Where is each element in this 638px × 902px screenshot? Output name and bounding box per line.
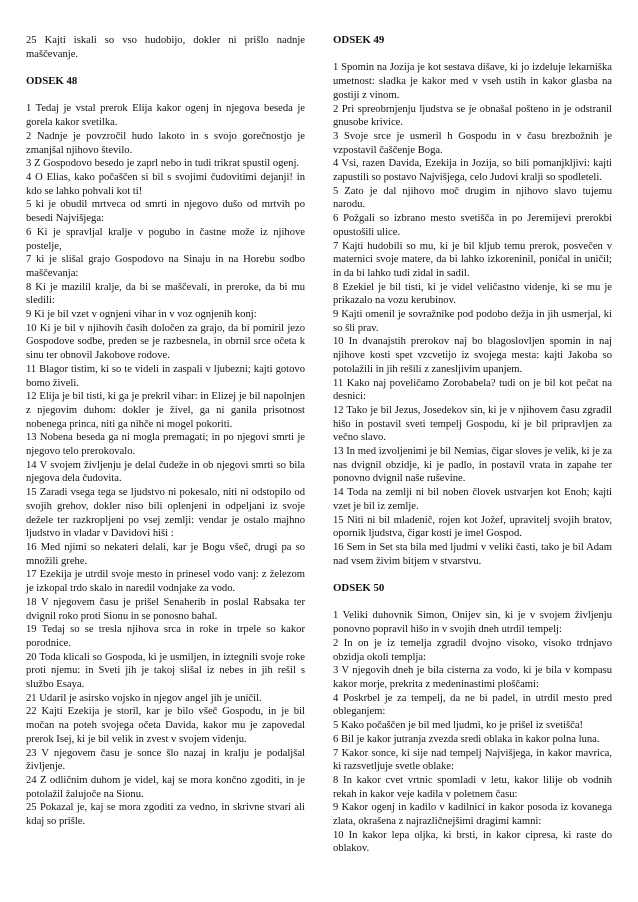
- verse: 8 In kakor cvet vrtnic spomladi v letu, kakor lilije ob vodnih rekah in kakor veje kadila v poletnem času:: [333, 774, 612, 800]
- verse: 2 Pri spreobrnjenju ljudstva se je obnašal pošteno in je odstranil gnusobe krivice.: [333, 103, 612, 129]
- verse: 13 In med izvoljenimi je bil Nemias, čigar sloves je velik, ki je za nas dvignil obzidje, ki je padlo, in postavil vrata in zapahe ter ponovno dvignil naše ruševine.: [333, 446, 612, 485]
- verse: 14 V svojem življenju je delal čudeže in ob njegovi smrti so bila njegova dela čudovita.: [26, 459, 305, 485]
- verse: 12 Tako je bil Jezus, Josedekov sin, ki je v njihovem času zgradil hišo in postavil sveti tempelj Gospodu, ki je bil pripravljen za večno slavo.: [333, 404, 612, 444]
- verse: 7 ki je slišal grajo Gospodovo na Sinaju in na Horebu sodbo maščevanja:: [26, 254, 305, 279]
- verse: 6 Požgali so izbrano mesto svetišča in po Jeremijevi prerokbi opustošili ulice.: [333, 213, 612, 238]
- verse: 13 Nobena beseda ga ni mogla premagati; in po njegovi smrti je njegovo telo prerokovalo.: [26, 432, 305, 458]
- verse: 9 Kajti omenil je sovražnike pod podobo dežja in jih usmerjal, ki so šli prav.: [333, 309, 612, 334]
- verse: 14 Toda na zemlji ni bil noben človek ustvarjen kot Enoh; kajti vzet je bil iz zemlje.: [333, 487, 612, 512]
- verse: 7 Kajti hudobili so mu, ki je bil kljub temu prerok, posvečen v maternici svoje matere, da bi lahko izkoreninil, poničal in uničil; in da bi lahko tudi zidal in sadil.: [333, 240, 612, 279]
- verse: 7 Kakor sonce, ki sije nad tempelj Najvišjega, in kakor mavrica, ki razsvetljuje svetle oblake:: [333, 747, 612, 773]
- verse: 11 Kako naj poveličamo Zorobabela? tudi on je bil kot pečat na desnici:: [333, 377, 612, 403]
- verse: 19 Tedaj so se tresla njihova srca in roke in trpele so kakor porodnice.: [26, 624, 305, 649]
- verse: 5 Kako počaščen je bil med ljudmi, ko je prišel iz svetišča!: [333, 720, 584, 732]
- section-heading: ODSEK 48: [26, 75, 78, 88]
- verse: 1 Tedaj je vstal prerok Elija kakor ogenj in njegova beseda je gorela kakor svetilka.: [26, 103, 305, 129]
- verse: 3 V njegovih dneh je bila cisterna za vodo, ki je bila v kompasu kakor morje, prekrita z medeninastimi ploščami:: [333, 665, 612, 690]
- section-heading: ODSEK 50: [333, 582, 385, 595]
- verse: 5 Zato je dal njihovo moč drugim in njihovo slavo tujemu narodu.: [333, 185, 612, 211]
- left-column: [26, 34, 305, 902]
- verse: 15 Niti ni bil mladenič, rojen kot Jožef, upravitelj svojih bratov, opornik ljudstva, čigar kosti je imel Gospod.: [333, 514, 612, 540]
- verse: 10 In kakor lepa oljka, ki brsti, in kakor cipresa, ki raste do oblakov.: [333, 829, 612, 855]
- verse: 10 In dvanajstih prerokov naj bo blagoslovljen spomin in naj njihove kosti spet vzcvetijo iz svojega mesta: kajti Jakoba so potolažili in jih rešili z zanesljivim upanjem.: [333, 336, 612, 375]
- verse: 15 Zaradi vsega tega se ljudstvo ni pokesalo, niti ni odstopilo od svojih grehov, dokler niso bili oplenjeni in odpeljani iz svoje dežele ter razkropljeni po vsej zemlji: vendar je ostalo majhno ljudstvo in vladar v Davidovi hiši :: [26, 487, 305, 540]
- verse-list: [333, 61, 612, 568]
- verse: 12 Elija je bil tisti, ki ga je prekril vihar: in Elizej je bil napolnjen z njegovim duhom: dokler je živel, ga ni ganila prisotnost nobenega princa, niti ga nihče ni mogel pokoriti.: [26, 391, 305, 430]
- verse: 18 V njegovem času je prišel Senaherib in poslal Rabsaka ter dvignil roko proti Sionu in se ponosno bahal.: [26, 596, 305, 622]
- verse: 16 Sem in Set sta bila med ljudmi v veliki časti, tako je bil Adam nad vsem živim bitjem v stvarstvu.: [333, 542, 612, 567]
- verse: 23 V njegovem času je sonce šlo nazaj in kralju je podaljšal življenje.: [26, 747, 305, 773]
- section-heading: ODSEK 49: [333, 34, 385, 46]
- verse: 1 Veliki duhovnik Simon, Onijev sin, ki je v svojem življenju ponovno popravil hišo in v svojih dneh utrdil tempelj:: [333, 610, 612, 636]
- verse: 22 Kajti Ezekija je storil, kar je bilo všeč Gospodu, in je bil močan na poteh svojega očeta Davida, kakor mu je zapovedal prerok Isej, ki je bil velik in zvest v svojem videnju.: [26, 706, 305, 745]
- verse: 3 Svoje srce je usmeril h Gospodu in v času brezbožnih je vzpostavil čaščenje Boga.: [333, 130, 612, 156]
- verse: 2 Nadnje je povzročil hudo lakoto in s svojo gorečnostjo je zmanjšal njihovo število.: [26, 130, 305, 156]
- verse: 9 Kakor ogenj in kadilo v kadilnici in kakor posoda iz kovanega zlata, okrašena z najrazličnejšimi dragimi kamni:: [333, 802, 612, 828]
- verse: 6 Bil je kakor jutranja zvezda sredi oblaka in kakor polna luna.: [333, 733, 600, 745]
- verse: 16 Med njimi so nekateri delali, kar je Bogu všeč, drugi pa so množili grehe.: [26, 541, 305, 567]
- verse: 4 Poskrbel je za tempelj, da ne bi padel, in utrdil mesto pred obleganjem:: [333, 692, 612, 718]
- verse: 10 Ki je bil v njihovih časih določen za grajo, da bi pomiril jezo Gospodove sodbe, preden se je razbesnela, in obrnil srce očeta k sinu ter obnovil Jakobove rodove.: [26, 322, 305, 362]
- verse: 9 Ki je bil vzet v ognjeni vihar in v voz ognjenih konj:: [26, 309, 257, 321]
- verse-list: [26, 102, 305, 828]
- verse: 20 Toda klicali so Gospoda, ki je usmiljen, in iztegnili svoje roke proti njemu: in Sveti jih je takoj slišal iz nebes in jih rešil s službo Esaya.: [26, 651, 305, 691]
- verse-paragraph: 25 Kajti iskali so vso hudobijo, dokler ni prišlo nadnje maščevanje.: [26, 35, 305, 60]
- verse: 8 Ezekiel je bil tisti, ki je videl veličastno videnje, ki se mu je prikazalo na vozu kerubinov.: [333, 281, 612, 307]
- verse: 6 Ki je spravljal kralje v pogubo in častne može iz njihove postelje,: [26, 226, 305, 252]
- verse: 3 Z Gospodovo besedo je zaprl nebo in tudi trikrat spustil ogenj.: [26, 158, 300, 170]
- verse: 21 Udaril je asirsko vojsko in njegov angel jih je uničil.: [26, 692, 262, 704]
- verse: 8 Ki je mazilil kralje, da bi se maščevali, in preroke, da bi mu sledili:: [26, 281, 305, 307]
- right-column: [333, 34, 612, 902]
- verse-list: [333, 609, 612, 856]
- verse: 17 Ezekija je utrdil svoje mesto in prinesel vodo vanj: z železom je izkopal trdo skalo in naredil vodnjake za vodo.: [26, 569, 305, 595]
- verse: 25 Pokazal je, kaj se mora zgoditi za vedno, in skrivne stvari ali kdaj so prišle.: [26, 802, 305, 828]
- verse: 2 In on je iz temelja zgradil dvojno visoko, visoko trdnjavo obzidja okoli templja:: [333, 637, 612, 663]
- verse: 5 ki je obudil mrtveca od smrti in njegovo dušo od mrtvih po besedi Najvišjega:: [26, 199, 305, 225]
- verse: 11 Blagor tistim, ki so te videli in zaspali v ljubezni; kajti gotovo bomo živeli.: [26, 363, 305, 389]
- verse: 24 Z odličnim duhom je videl, kaj se mora končno zgoditi, in je potolažil žalujoče na Sionu.: [26, 774, 305, 800]
- verse: 4 Vsi, razen Davida, Ezekija in Jozija, so bili pomanjkljivi: kajti zapustili so postavo Najvišjega, celo Judovi kralji so spodleteli.: [333, 158, 612, 184]
- verse: 4 O Elias, kako počaščen si bil s svojimi čudovitimi dejanji! in kdo se lahko pohvali kot ti!: [26, 172, 305, 197]
- verse: 1 Spomin na Jozija je kot sestava dišave, ki jo izdeluje lekarniška umetnost: sladka je kakor med v vseh ustih in kakor glasba na gostiji z vinom.: [333, 62, 612, 101]
